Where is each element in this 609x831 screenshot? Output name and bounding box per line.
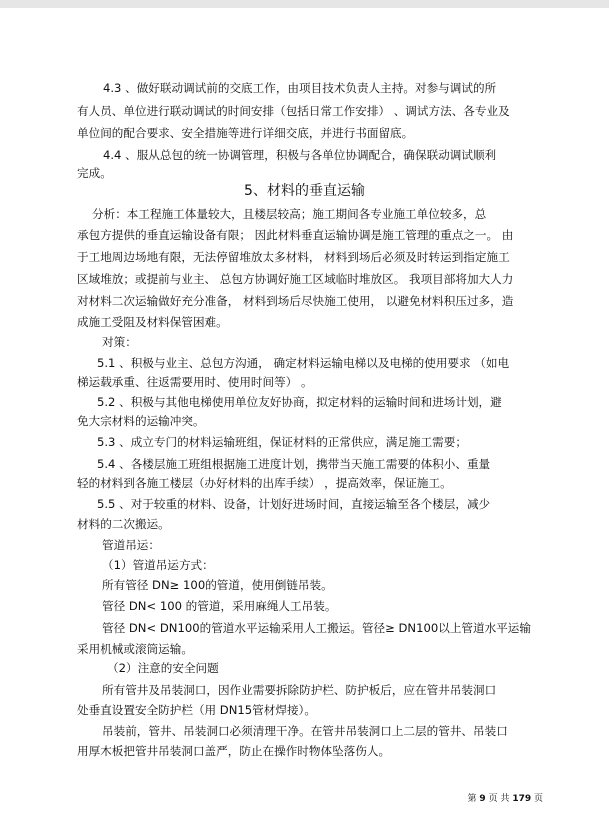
text-line: 管径 DN< 100 的管道，采用麻绳人工吊装。 bbox=[102, 599, 337, 613]
text-line: 免大宗材料的运输冲突。 bbox=[77, 414, 205, 428]
text-line: 对策： bbox=[102, 335, 137, 349]
page-number bbox=[468, 794, 543, 805]
text-line: 5.5 、对于较重的材料、设备，计划好进场时间，直接运输至各个楼层，减少 bbox=[97, 497, 491, 511]
text-line: （2）注意的安全问题 bbox=[107, 661, 219, 675]
text-line: 吊装前，管井、吊装洞口必须清理干净。在管井吊装洞口上二层的管井、吊装口 bbox=[102, 724, 508, 738]
text-line: 有人员、单位进行联动调试的时间安排（包括日常工作安排） 、调试方法、各专业及 bbox=[77, 104, 510, 118]
text-line: 处垂直设置安全防护栏（用 DN15管材焊接）。 bbox=[77, 703, 316, 717]
text-line: 分析：本工程施工体量较大，且楼层较高；施工期间各专业施工单位较多，总 bbox=[92, 207, 487, 221]
text-line: 用厚木板把管井吊装洞口盖严，防止在操作时物体坠落伤人。 bbox=[77, 744, 391, 758]
text-line: 管道吊运： bbox=[102, 538, 160, 552]
text-line: 5.1 、积极与业主、总包方沟通， 确定材料运输电梯以及电梯的使用要求 （如电 bbox=[97, 356, 510, 370]
text-line: 完成。 bbox=[77, 166, 112, 180]
page-suffix: 页 bbox=[533, 794, 543, 804]
page-middle: 页 共 bbox=[488, 794, 510, 804]
text-line: （1）管道吊运方式： bbox=[102, 558, 214, 572]
text-line: 梯运载承重、往返需要用时、使用时间等） 。 bbox=[77, 375, 313, 389]
text-line: 采用机械或滚筒运输。 bbox=[77, 642, 193, 656]
page-prefix: 第 bbox=[467, 794, 477, 804]
text-line: 对材料二次运输做好充分准备， 材料到场后尽快施工使用， 以避免材料积压过多，造 bbox=[77, 294, 514, 308]
text-line: 材料的二次搬运。 bbox=[77, 517, 170, 531]
text-line: 于工地周边场地有限，无法停留堆放太多材料， 材料到场后必须及时转运到指定施工 bbox=[77, 250, 510, 264]
section-heading: 5、材料的垂直运输 bbox=[244, 183, 365, 199]
text-line: 4.4 、服从总包的统一协调管理，积极与各单位协调配合，确保联动调试顺利 bbox=[103, 148, 497, 162]
text-line: 5.4 、各楼层施工班组根据施工进度计划，携带当天施工需要的体积小、重量 bbox=[97, 457, 491, 471]
text-line: 所有管井及吊装洞口，因作业需要拆除防护栏、防护板后，应在管井吊装洞口 bbox=[102, 683, 497, 697]
text-line: 5.3 、成立专门的材料运输班组，保证材料的正常供应，满足施工需要； bbox=[97, 435, 467, 449]
text-line: 所有管径 DN≥ 100的管道，使用倒链吊装。 bbox=[102, 578, 333, 592]
text-line: 4.3 、做好联动调试前的交底工作，由项目技术负责人主持。对参与调试的所 bbox=[103, 81, 497, 95]
text-line: 区域堆放；或提前与业主、 总包方协调好施工区域临时堆放区。 我项目部将加大人力 bbox=[77, 272, 514, 286]
text-line: 轻的材料到各施工楼层（办好材料的出库手续） ，提高效率，保证施工。 bbox=[77, 476, 452, 490]
text-line: 管径 DN< DN100的管道水平运输采用人工搬运。管径≥ DN100以上管道水平运输 bbox=[102, 621, 531, 635]
text-line: 单位间的配合要求、安全措施等进行详细交底，并进行书面留底。 bbox=[77, 126, 414, 140]
total-pages: 179 bbox=[512, 794, 532, 804]
text-line: 成施工受阻及材料保管困难。 bbox=[77, 315, 228, 329]
current-page: 9 bbox=[479, 794, 486, 804]
text-line: 承包方提供的垂直运输设备有限； 因此材料垂直运输协调是施工管理的重点之一。 由 bbox=[77, 228, 514, 242]
text-line: 5.2 、积极与其他电梯使用单位友好协商，拟定材料的运输时间和进场计划，避 bbox=[97, 395, 502, 409]
